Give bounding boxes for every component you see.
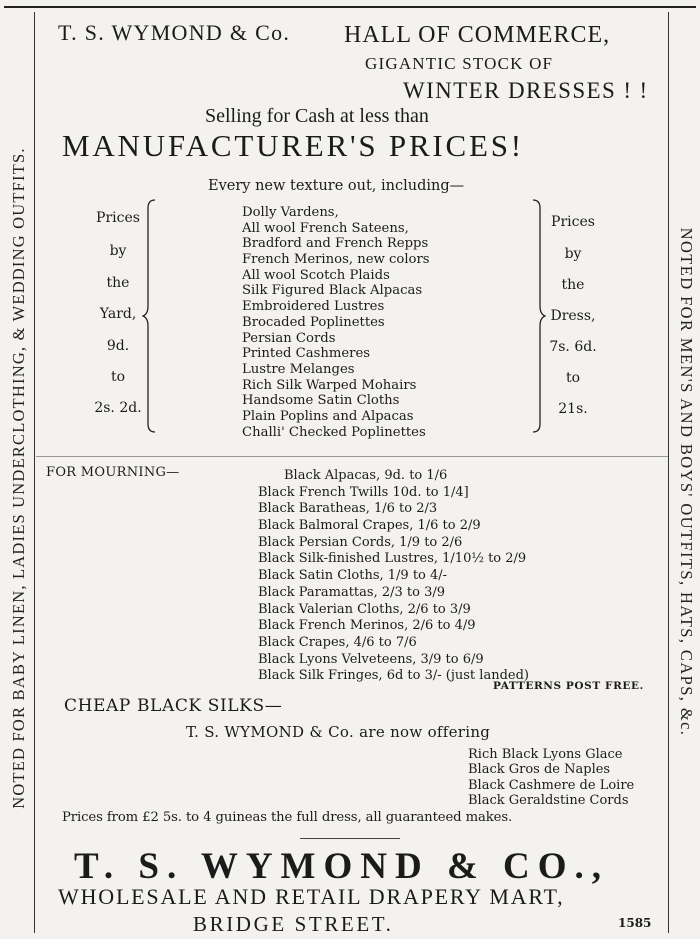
texture-item: Bradford and French Repps xyxy=(242,236,429,252)
left-price-label: to xyxy=(110,369,126,385)
gigantic-stock: GIGANTIC STOCK OF xyxy=(365,54,554,73)
offering-line: T. S. WYMOND & Co. are now offering xyxy=(186,723,491,741)
cheap-silks-heading: CHEAP BLACK SILKS— xyxy=(64,696,283,716)
mourning-item: Black Alpacas, 9d. to 1/6 xyxy=(284,468,448,483)
texture-item: Challi' Checked Poplinettes xyxy=(242,424,426,440)
bridge-street: BRIDGE STREET. xyxy=(193,912,394,936)
selling-line: Selling for Cash at less than xyxy=(205,105,429,127)
texture-item: Persian Cords xyxy=(242,330,336,346)
mourning-label: FOR MOURNING— xyxy=(46,465,180,480)
footer-firm-name: T. S. WYMOND & CO., xyxy=(74,846,610,887)
mourning-item: Black Silk Fringes, 6d to 3/- (just landed) xyxy=(258,668,529,684)
section-divider xyxy=(36,456,668,457)
mourning-list xyxy=(258,468,529,685)
firm-name-header: T. S. WYMOND & Co. xyxy=(58,20,291,45)
silks-list xyxy=(468,747,634,808)
right-price-label: Dress, xyxy=(550,308,596,324)
left-price-label: the xyxy=(106,275,130,291)
silk-item: Rich Black Lyons Glace xyxy=(468,747,623,762)
mourning-item: Black Paramattas, 2/3 to 3/9 xyxy=(258,584,446,600)
mourning-item: Black French Merinos, 2/6 to 4/9 xyxy=(258,618,476,634)
right-price-label: 21s. xyxy=(558,401,588,417)
texture-item: Silk Figured Black Alpacas xyxy=(242,283,423,299)
texture-item: Brocaded Poplinettes xyxy=(242,314,385,330)
footer-rule xyxy=(300,838,400,839)
texture-item: Embroidered Lustres xyxy=(242,299,385,315)
left-price-label: Prices xyxy=(96,210,140,226)
texture-item: French Merinos, new colors xyxy=(242,252,430,268)
winter-dresses: WINTER DRESSES ! ! xyxy=(403,78,649,103)
mourning-item: Black Valerian Cloths, 2/6 to 3/9 xyxy=(258,601,471,617)
texture-item: All wool French Sateens, xyxy=(242,220,409,236)
texture-item: Dolly Vardens, xyxy=(242,205,339,220)
right-price-label: the xyxy=(561,277,585,293)
mourning-item: Black Balmoral Crapes, 1/6 to 2/9 xyxy=(258,518,481,534)
mourning-item: Black Baratheas, 1/6 to 2/3 xyxy=(258,501,438,517)
side-text-right: NOTED FOR MEN'S AND BOYS' OUTFITS, HATS, CAPS, &c. xyxy=(677,227,696,737)
texture-item: Handsome Satin Cloths xyxy=(242,393,400,409)
texture-item: Plain Poplins and Alpacas xyxy=(242,408,414,424)
textures-intro: Every new texture out, including— xyxy=(208,178,465,194)
left-price-label: 9d. xyxy=(106,338,130,354)
silk-item: Black Geraldstine Cords xyxy=(468,792,629,808)
left-brace xyxy=(142,198,158,434)
hall-of-commerce: HALL OF COMMERCE, xyxy=(344,22,611,48)
prices-guarantee: Prices from £2 5s. to 4 guineas the full dress, all guaranteed makes. xyxy=(62,810,513,825)
texture-item: All wool Scotch Plaids xyxy=(242,267,390,283)
texture-item: Rich Silk Warped Mohairs xyxy=(242,377,417,393)
texture-item: Lustre Melanges xyxy=(242,361,355,377)
left-border xyxy=(34,12,35,933)
mourning-item: Black Satin Cloths, 1/9 to 4/- xyxy=(258,568,448,584)
left-price-label: by xyxy=(109,243,127,259)
mourning-item: Black Persian Cords, 1/9 to 2/6 xyxy=(258,534,463,550)
right-border xyxy=(668,12,669,933)
silk-item: Black Cashmere de Loire xyxy=(468,777,635,793)
right-price-label: to xyxy=(565,370,581,386)
mourning-item: Black Crapes, 4/6 to 7/6 xyxy=(258,634,417,650)
mourning-item: Black Silk-finished Lustres, 1/10½ to 2/9 xyxy=(258,551,527,567)
right-price-label: 7s. 6d. xyxy=(549,339,597,355)
texture-item: Printed Cashmeres xyxy=(242,346,371,362)
texture-list xyxy=(242,205,430,440)
left-price-label: Yard, xyxy=(99,306,137,322)
side-text-left: NOTED FOR BABY LINEN, LADIES UNDERCLOTHING, & WEDDING OUTFITS. xyxy=(9,147,28,809)
mourning-item: Black French Twills 10d. to 1/4] xyxy=(258,484,469,500)
left-price-label: 2s. 2d. xyxy=(94,400,142,416)
right-price-label: by xyxy=(564,246,582,262)
right-price-label: Prices xyxy=(551,214,595,230)
drapery-mart: WHOLESALE AND RETAIL DRAPERY MART, xyxy=(58,884,565,909)
ad-code: 1585 xyxy=(618,916,652,930)
mourning-item: Black Lyons Velveteens, 3/9 to 6/9 xyxy=(258,651,484,667)
patterns-post-free: PATTERNS POST FREE. xyxy=(493,680,644,692)
silk-item: Black Gros de Naples xyxy=(468,762,611,778)
top-rule xyxy=(4,6,696,8)
manufacturers-prices: MANUFACTURER'S PRICES! xyxy=(62,128,524,163)
